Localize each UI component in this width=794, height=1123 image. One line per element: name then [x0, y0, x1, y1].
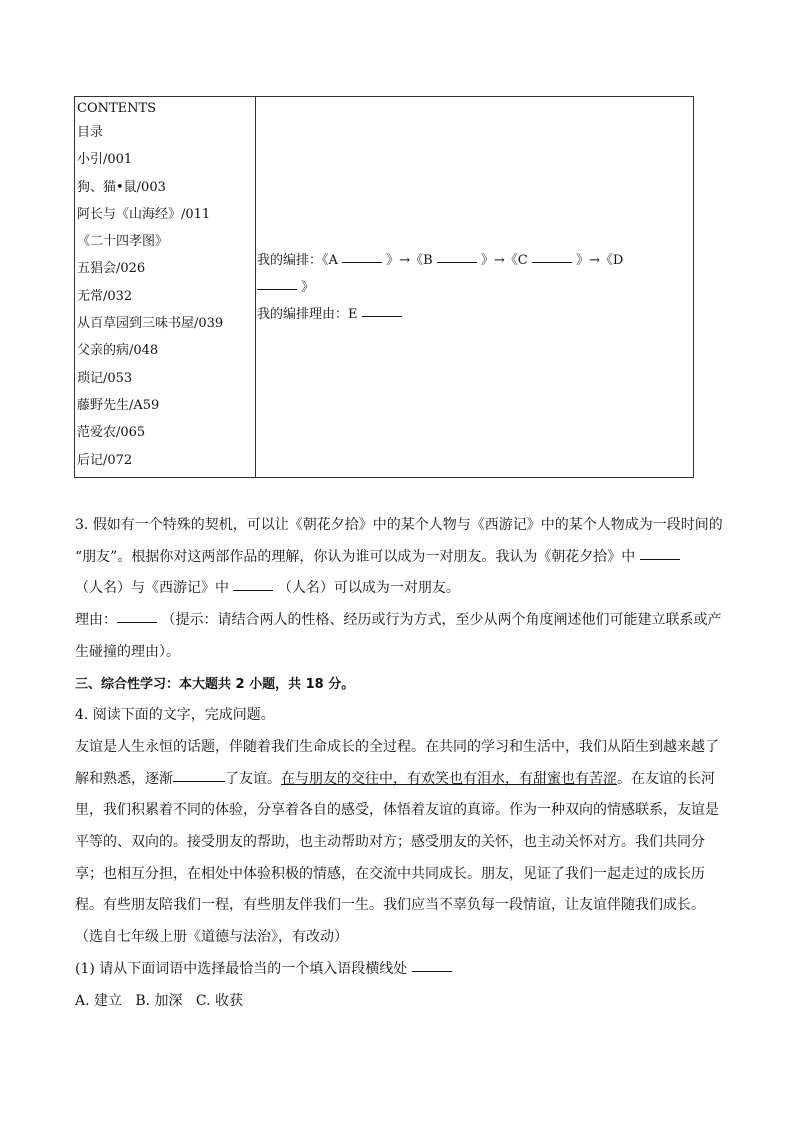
section-title-text: 三、综合性学习：本大题共 [75, 676, 236, 692]
answer-blank-passage[interactable] [173, 780, 225, 782]
arrangement-b: 》→《B [386, 252, 437, 268]
q3-line: 生碰撞的理由）。 [75, 643, 180, 660]
sub-question-text: (1) 请从下面词语中选择最恰当的一个填入语段横线处 [75, 960, 412, 977]
arrangement-d: 》→《D [576, 252, 624, 268]
passage-line [75, 764, 725, 796]
reason-label: 我的编排理由：E [257, 306, 362, 322]
answer-options: A. 建立 B. 加深 C. 收获 [75, 992, 244, 1009]
arrangement-line [257, 274, 693, 301]
passage-text: 了友谊。 [225, 770, 281, 787]
toc-line: 父亲的病/048 [77, 343, 159, 359]
passage-line: 里，我们积累着不同的体验，分享着各自的感受，体悟着友谊的真谛。作为一种双向的情感联系，友谊是 [75, 802, 719, 819]
answer-blank-c[interactable] [532, 261, 572, 263]
toc-line: 目录 [77, 125, 104, 140]
toc-line: 无常/032 [77, 288, 133, 304]
passage-text: 。在友谊的长河 [617, 770, 715, 787]
passage-line: 程。有些朋友陪我们一程，有些朋友伴我们一生。我们应当不辜负每一段情谊，让友谊伴随我们成长。 [75, 897, 705, 914]
answer-blank-sub1[interactable] [412, 970, 452, 972]
toc-line: 《二十四孝图》 [77, 234, 169, 250]
toc-line: 五猖会/026 [77, 261, 146, 277]
q3-line [75, 605, 725, 637]
passage-line: 享；也相互分担，在相处中体验积极的情感，在交流中共同成长。朋友，见证了我们一起走过的成长历 [75, 865, 705, 882]
underlined-sentence: 在与朋友的交往中，有欢笑也有泪水，有甜蜜也有苦涩 [281, 770, 617, 787]
passage-line: 友谊是人生永恒的话题，伴随着我们生命成长的全过程。在共同的学习和生活中，我们从陌生到越来越了 [75, 738, 719, 755]
answer-blank-b[interactable] [437, 261, 477, 263]
toc-line: 小引/001 [77, 152, 133, 168]
answer-blank-reason[interactable] [117, 621, 157, 623]
answer-blank-e[interactable] [362, 315, 402, 317]
section-title-text: 小题，共 [244, 676, 306, 692]
q3-line [75, 542, 725, 574]
reason-label: 理由： [75, 612, 117, 629]
arrangement-cell [256, 97, 693, 477]
arrangement-reason [257, 301, 693, 328]
toc-column [75, 97, 256, 477]
arrangement-prefix: 我的编排：《A [257, 252, 343, 268]
sub-question [75, 954, 725, 986]
passage-source: （选自七年级上册《道德与法治》，有改动） [75, 929, 348, 946]
q3-text: “朋友”。根据你对这两部作品的理解，你认为谁可以成为一对朋友。我认为《朝花夕拾》中 [75, 548, 640, 565]
toc-line: 范爱农/065 [77, 425, 146, 441]
toc-line: 琐记/053 [77, 370, 133, 386]
q4-intro: 4. 阅读下面的文字，完成问题。 [75, 707, 275, 724]
arrangement-suffix: 》 [301, 279, 315, 295]
arrangement-c: 》→《C [480, 252, 532, 268]
toc-line: 从百草园到三味书屋/039 [77, 316, 224, 332]
answer-blank-name2[interactable] [233, 589, 273, 591]
toc-line: CONTENTS [77, 101, 157, 116]
answer-blank-d[interactable] [257, 288, 297, 290]
toc-line: 后记/072 [77, 452, 133, 468]
toc-line: 藤野先生/A59 [77, 397, 160, 413]
toc-line: 阿长与《山海经》/011 [77, 206, 211, 222]
section-title-text: 分。 [323, 676, 355, 692]
passage-text: 解和熟悉，逐渐 [75, 770, 173, 787]
passage-line: 平等的、双向的。接受朋友的帮助，也主动帮助对方；感受朋友的关怀，也主动关怀对方。我们共同分 [75, 834, 705, 851]
q3-hint: （提示：请结合两人的性格、经历或行为方式，至少从两个角度阐述他们可能建立联系或产 [161, 612, 722, 629]
q3-line [75, 573, 725, 605]
arrangement-line [257, 247, 693, 274]
section-count: 2 [235, 676, 245, 692]
section-title [75, 669, 725, 701]
q3-text: （人名）与《西游记》中 [75, 580, 234, 597]
question-content [75, 510, 725, 1017]
q3-text: （人名）可以成为一对朋友。 [277, 580, 460, 597]
toc-line: 狗、猫•鼠/003 [77, 179, 166, 195]
toc-table [74, 96, 694, 478]
section-score: 18 [305, 676, 324, 692]
answer-blank-a[interactable] [342, 261, 382, 263]
answer-blank-name1[interactable] [640, 558, 680, 560]
q3-line: 3. 假如有一个特殊的契机，可以让《朝花夕拾》中的某个人物与《西游记》中的某个人物成为一段时间的 [75, 517, 723, 533]
